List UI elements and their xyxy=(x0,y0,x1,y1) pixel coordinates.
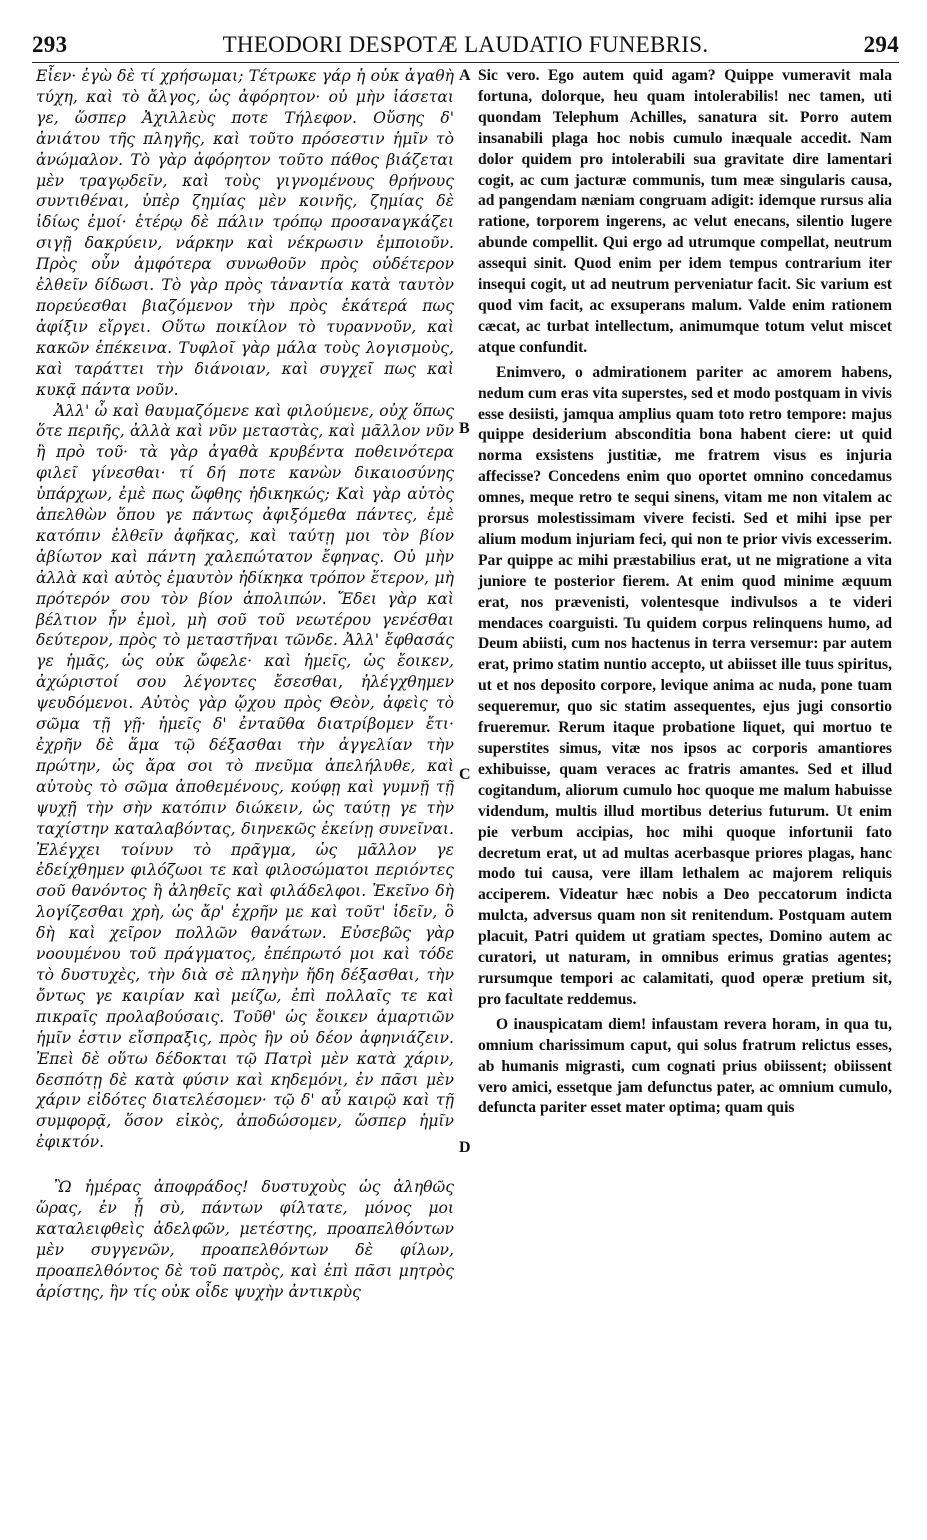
greek-paragraph: Εἶεν· ἐγὼ δὲ τί χρήσωμαι; Τέτρωκε γάρ ἡ οὐκ ἀγαθὴ τύχη, καὶ τὸ ἄλγος, ὡς ἀφόρητον· οὐ μὴν ἰάσεται γε, ὥσπερ Ἀχιλλεὺς ποτε Τήλεφον. Οὔσης δ' ἀνιάτου τῆς πληγῆς, καὶ τοῦτο πρόσεστιν ἡμῖν τὸ ἀνώμαλον. Τὸ γὰρ ἀφόρητον τοῦτο πάθος βιάζεται μὲν τραγῳδεῖν, καὶ τοὺς γιγνομένους θρήνους συντιθέναι, ὑπὲρ ζημίας μὲν κοινῆς, ζημίας δὲ ἰδίως ἐμοί· ἑτέρῳ δὲ πάλιν τρόπῳ προσαναγκάζει σιγῇ δακρύειν, νάρκην καὶ νέκρωσιν ἐμποιοῦν. Πρὸς οὖν ἀμφότερα συνωθοῦν πρὸς οὐδέτερον ἐλθεῖν δίδωσι. Τὸ γὰρ πρὸς τἀναντία κατὰ ταυτὸν πορεύεσθαι βιαζόμενον τὴν πρὸς ἑκάτερά πως ἀφίξιν εἴργει. Οὕτω ποικίλον τὸ τυραννοῦν, καὶ κακῶν ἐπέκεινα. Τυφλοῖ γὰρ μάλα τοὺς λογισμοὺς, καὶ ταράττει τὴν διάνοιαν, καὶ συγχεῖ πως καὶ κυκᾷ πάντα νοῦν. xyxy=(36,67,454,399)
margin-marker-a: A xyxy=(459,67,471,84)
margin-marker-b: B xyxy=(459,420,470,437)
latin-column xyxy=(478,66,892,1119)
greek-paragraph: Ὢ ἡμέρας ἀποφράδος! δυστυχοὺς ὡς ἀληθῶς ὥρας, ἐν ᾗ σὺ, πάντων φίλτατε, μόνος μοι καταλειφθεὶς ἀδελφῶν, μετέστης, προαπελθόντων μὲν συγγενῶν, προαπελθόντων δὲ φίλων, προαπελθόντος δὲ τοῦ πατρὸς, καὶ ἐπὶ πᾶσι μητρὸς ἀρίστης, ἣν τίς οὐκ οἶδε ψυχὴν ἀντικρὺς xyxy=(36,1178,454,1301)
latin-paragraph: Enimvero, o admirationem pariter ac amorem habens, nedum cum eras vita superstes, sed et modo postquam in vivis esse desiisti, jamqua amplius quam toto retro tempore: majus quippe desiderium absconditia bona habent ciere: ut quid norma exsistens justitiæ, me fratrem visus es injuria affecisse? Concedens enim quo oportet omnino concedamus omnes, meque retro te sequi sinens, vitam me non vitalem ac prorsus molestissimam vivere fecisti. Sed et mihi ipse per alium modum injuriam feci, qui non te prior vivis excesserim. Par quippe ac mihi præstabilius erat, ut ne migratione a vita juniore te posterior fierem. At enim quod minime æquum erat, nos prævenisti, volentesque indivulsos a te videri mendaces coarguisti. Tu quidem corpus relinquens humo, ad Deum abiisti, cum nos hactenus in terra versemur: par autem erat, primo statim nuntio accepto, ut abiisset ille tuus spiritus, ut et nos deposito corpore, levique anima ac nuda, pone tuam sequeremur, quo sic statim assequentes, ejus jugi consortio frueremur. Rerum itaque probatione liquet, qui mortuo te superstites simus, vitæ nos ipsos ac corporis amantiores exhibuisse, quam veraces ac fratris amantes. Sed et illud cogitandum, aliorum cumulo hoc quoque me malum habuisse videndum, multis illud mortibus deterius futurum. Ut enim pie verbum accipias, hoc mihi quoque infortunii fato decretum erat, ut ad multas acerbasque priores plagas, hanc modo tui causa, vere illam lethalem ac majorem reliquis acciperem. Videatur hæc nobis a Deo peccatorum indicta mulcta, adversus quam non sit renitendum. Postquam autem placuit, Patri quidem ut gratiam spectes, Domino autem ac curatori, ut naturam, in omnibus erimus gratias agentes; rursumque tempori ac calamitati, quod operæ pretium sit, pro facultate reddemus. xyxy=(478,363,892,1008)
margin-marker-d: D xyxy=(459,1139,471,1156)
header-rule xyxy=(32,62,899,63)
running-header xyxy=(32,32,899,60)
running-title: THEODORI DESPOTÆ LAUDATIO FUNEBRIS. xyxy=(222,32,709,57)
greek-paragraph: Ἀλλ' ὦ καὶ θαυμαζόμενε καὶ φιλούμενε, οὐχ ὅπως ὅτε περιῆς, ἀλλὰ καὶ νῦν μεταστὰς, καὶ μᾶλλον νῦν ἢ πρὸ τοῦ· τὰ γὰρ ἀγαθὰ κρυβέντα ποθεινότερα φιλεῖ γίνεσθαι· τί δή ποτε κανὼν δικαιοσύνης ὑπάρχων, ἐμὲ πως ὤφθης ἠδικηκώς; Καὶ γὰρ αὐτὸς ἀπελθὼν ὅπου γε πάντως ἀφιξόμεθα πάντες, ἐμὲ κατόπιν ἐλθεῖν ἀφῆκας, καὶ ταύτῃ μοι τὸν βίον ἀβίωτον καὶ πάντη χαλεπώτατον ἔφηνας. Οὐ μὴν ἀλλὰ καὶ αὐτὸς ἐμαυτὸν ἠδίκηκα τρόπον ἕτερον, μὴ πρότερόν σου τὸν βίον ἀπολιπών. Ἔδει γὰρ καὶ βέλτιον ἦν ἐμοὶ, μὴ σοῦ τοῦ νεωτέρου γενέσθαι δεύτερον, πρὸς τὸ μεταστῆναι τῶνδε. Ἀλλ' ἔφθασάς γε ἡμᾶς, ὡς οὐκ ὤφελε· καὶ ἡμεῖς, ὡς ἔοικεν, ἀχώριστοί σου λέγοντες ἔσεσθαι, ἠλέγχθημεν ψευδόμενοι. Αὐτὸς γὰρ ᾤχου πρὸς Θεὸν, ἀφεὶς τὸ σῶμα τῇ γῇ· ἡμεῖς δ' ἐνταῦθα διατρίβομεν ἔτι· ἐχρῆν δὲ ἅμα τῷ δέξασθαι τὴν ἀγγελίαν τὴν πρώτην, ὡς ἄρα σοι τὸ πνεῦμα ἀπελήλυθε, καὶ αὐτοὺς τὸ σῶμα ἀποθεμένους, κούφῃ καὶ γυμνῇ τῇ ψυχῇ τὴν σὴν κατόπιν διώκειν, ὡς ταύτῃ γε τὴν ταχίστην καταλαβόντας, διηνεκῶς ἐκείνῃ συνεῖναι. Ἐλέγχει τοίνυν τὸ πρᾶγμα, ὡς μᾶλλον γε ἐδείχθημεν φιλόζωοι τε καὶ φιλοσώματοι περιόντες σοῦ θανόντος ἢ ἀληθεῖς καὶ φιλάδελφοι. Ἐκεῖνο δὴ λογίζεσθαι χρὴ, ὡς ἄρ' ἐχρῆν με καὶ τοῦτ' ἰδεῖν, ὃ δὴ καὶ χεῖρον πολλῶν θανάτων. Εὐσεβῶς γὰρ νοουμένου τοῦ πράγματος, ἐπέπρωτό μοι καὶ τόδε τὸ δυστυχὲς, τὴν διὰ σὲ πληγὴν ἤδη δέξασθαι, τὴν ὄντως γε καιρίαν καὶ μείζω, ἐπὶ πολλαῖς τε καὶ πικραῖς προλαβούσαις. Τοῦθ' ὡς ἔοικεν ἁμαρτιῶν ἡμῖν ἐστιν εἴσπραξις, πρὸς ἣν οὐ δέον ἀφηνιάζειν. Ἐπεὶ δὲ οὕτω δέδοκται τῷ Πατρὶ μὲν κατὰ χάριν, δεσπότῃ δὲ κατὰ φύσιν καὶ κηδεμόνι, ἐν πᾶσι μὲν χάριν εἰδότες διατελέσομεν· τῷ δ' αὖ καιρῷ καὶ τῇ συμφορᾷ, ὅσον εἰκὸς, ἀποδώσομεν, ὥσπερ ἡμῖν ἐφικτόν. xyxy=(36,401,454,1152)
page-number-right: 294 xyxy=(863,32,899,57)
greek-column xyxy=(36,66,454,1303)
latin-paragraph: O inauspicatam diem! infaustam revera horam, in qua tu, omnium charissimum caput, qui solus fratrum relictus esses, ab humanis migrasti, cum cognati prius obiissent; obiissent vero amici, essetque jam defunctus pater, ac omnium cumulo, defuncta pariter esset mater optima; quam quis xyxy=(478,1015,892,1117)
latin-paragraph: Sic vero. Ego autem quid agam? Quippe vumeravit mala fortuna, dolorque, heu quam intolerabilis! nec tamen, uti quondam Telephum Achilles, sanatura sit. Porro autem insanabili plaga hoc nobis cumulo inæquale accedit. Nam dolor quidem pro intolerabili sua gravitate dire lamentari cogit, ac cum jacturæ communis, tum meæ singularis causa, ad pangendam næniam congruam adigit: idemque rursus alia ratione, torporem ingerens, ac velut enecans, silentio lugere abunde compellit. Qui ergo ad utrumque compellat, neutrum assequi sinit. Quod enim per idem tempus contrarium iter insequi cogit, ut ad neutrum perveniatur facit. Sic varium est quod vim facit, ac exsuperans malum. Valde enim rationem cæcat, ac turbat intellectum, animumque totum velut miscet atque confundit. xyxy=(478,67,892,356)
page-number-left: 293 xyxy=(32,32,68,57)
margin-marker-c: C xyxy=(459,766,471,783)
